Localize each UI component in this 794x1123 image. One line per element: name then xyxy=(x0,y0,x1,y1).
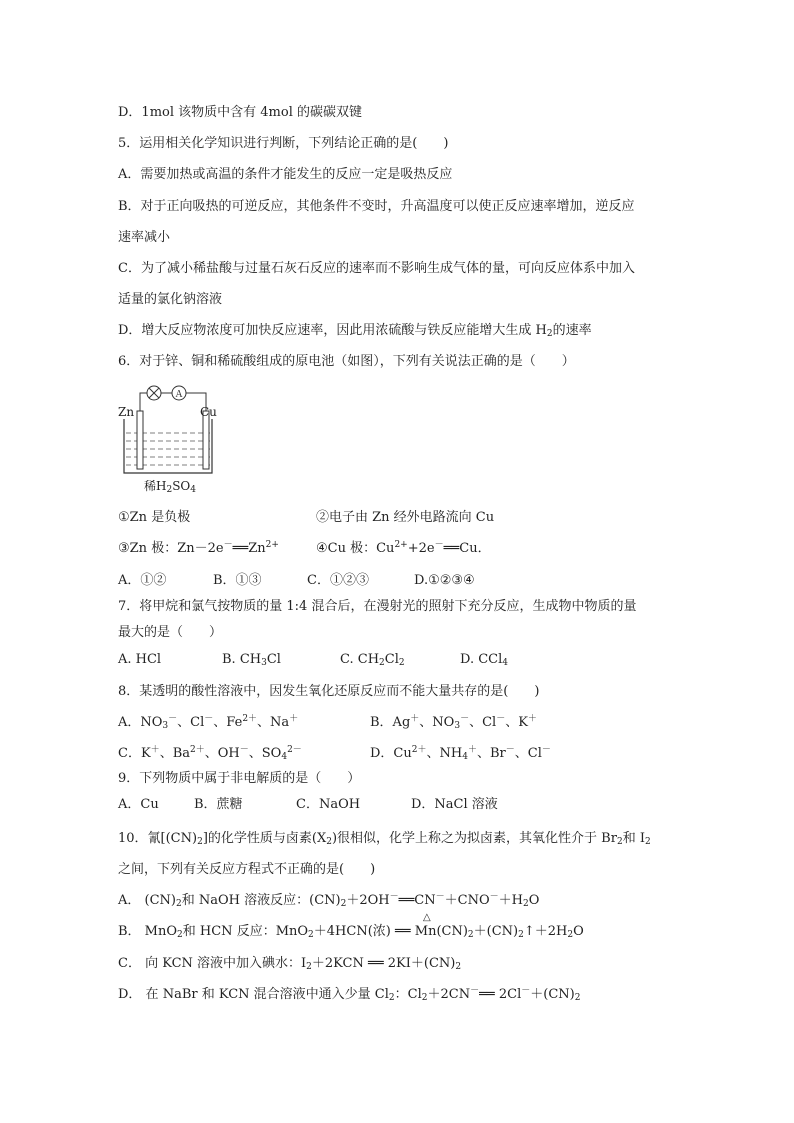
dilute-sulfuric-acid-label: 稀$H_2SO_4$ xyxy=(144,479,196,495)
q7-option-b: B. $CH_3Cl$ xyxy=(222,652,281,668)
zn-electrode xyxy=(137,411,143,469)
q8-option-c: C．K＋、$Ba^{2+}$、OH－、$SO_4^{2-}$ xyxy=(118,745,302,762)
q6-option-c: C．①②③ xyxy=(307,573,369,588)
q5-option-b-line1: B．对于正向吸热的可逆反应，其他条件不变时，升高温度可以使正反应速率增加，逆反应 xyxy=(118,199,635,214)
q9-option-d: D．NaCl 溶液 xyxy=(411,797,498,812)
cu-electrode xyxy=(203,411,209,469)
q6-stem: 6．对于锌、铜和稀硫酸组成的原电池（如图），下列有关说法正确的是（ ） xyxy=(118,354,575,369)
bulb-icon xyxy=(147,386,161,400)
q9-option-c: C．NaOH xyxy=(296,797,361,812)
q5-option-d: D．增大反应物浓度可加快反应速率，因此用浓硫酸与铁反应能增大生成 $H_2$的速率 xyxy=(118,323,592,339)
q6-statement-1: ①Zn 是负极 xyxy=(118,510,191,525)
q6-option-b: B．①③ xyxy=(213,573,262,588)
q10-option-b: B． MnO$_2$和 HCN 反应：MnO$_2$＋4HCN(浓) ══ $Mn(CN)_2+(CN)_2↑+2H_2O$ xyxy=(118,924,584,940)
q4-option-d: D．1mol 该物质中含有 4mol 的碳碳双键 xyxy=(118,105,362,120)
q5-stem: 5．运用相关化学知识进行判断，下列结论正确的是( ) xyxy=(118,136,449,151)
q9-stem: 9．下列物质中属于非电解质的是（ ） xyxy=(118,771,361,786)
q5-option-b-line2: 速率减小 xyxy=(118,230,171,245)
q9-option-a: A．Cu xyxy=(118,797,159,812)
q6-statement-2: ②电子由 Zn 经外电路流向 Cu xyxy=(316,510,495,525)
q6-statement-4: ④Cu 极：$Cu^{2+}+2e^-══Cu$． xyxy=(316,540,491,556)
q7-option-c: C. $CH_2Cl_2$ xyxy=(340,652,405,668)
galvanic-cell-diagram xyxy=(116,381,226,493)
q5-option-c-line2: 适量的氯化钠溶液 xyxy=(118,292,223,307)
q8-option-d: D．$Cu^{2+}$、$NH_4^+$、Br－、Cl－ xyxy=(370,745,551,762)
q10-stem-line1: 10．氰$[(CN)_2]$的化学性质与卤素$(X_2)$很相似，化学上称之为拟卤素，其氧化性介于 $Br_2$和 $I_2$ xyxy=(118,831,651,847)
q10-stem-line2: 之间，下列有关反应方程式不正确的是( ) xyxy=(118,862,376,877)
q7-stem-line1: 7．将甲烷和氯气按物质的量 1:4 混合后，在漫射光的照射下充分反应，生成物中物质的量 xyxy=(118,599,637,614)
cu-electrode-label: Cu xyxy=(200,405,217,419)
q6-statement-3: ③Zn 极：$Zn-2e^-══Zn^{2+}$ xyxy=(118,540,279,556)
q8-stem: 8．某透明的酸性溶液中，因发生氧化还原反应而不能大量共存的是( ) xyxy=(118,684,540,699)
zn-electrode-label: Zn xyxy=(118,405,135,419)
q6-option-d: D.①②③④ xyxy=(414,573,475,588)
q10-option-c: C． 向 KCN 溶液中加入碘水：$I_2+2KCN$ ══ $2KI+(CN)_2$ xyxy=(118,956,462,972)
q8-option-a: A．$NO_3^-$、Cl－、$Fe^{2+}$、Na＋ xyxy=(118,714,299,731)
q7-option-d: D. CCl$_4$ xyxy=(460,652,509,668)
ammeter-icon xyxy=(172,386,186,400)
q6-option-a: A．①② xyxy=(118,573,167,588)
galvanic-cell-figure xyxy=(116,381,226,493)
heating-delta-symbol: △ xyxy=(423,912,431,923)
q10-option-d: D． 在 NaBr 和 KCN 混合溶液中通入少量 $Cl_2$：$Cl_2+2CN^-══$ $2Cl^-+(CN)_2$ xyxy=(118,986,581,1003)
q5-option-c-line1: C．为了减小稀盐酸与过量石灰石反应的速率而不影响生成气体的量，可向反应体系中加入 xyxy=(118,261,635,276)
svg-text:A: A xyxy=(175,389,183,400)
q7-stem-line2: 最大的是（ ） xyxy=(118,625,223,640)
q5-option-a: A．需要加热或高温的条件才能发生的反应一定是吸热反应 xyxy=(118,167,453,182)
q9-option-b: B．蔗糖 xyxy=(194,797,243,812)
q10-option-a: A． $(CN)_2$和 NaOH 溶液反应：$(CN)_2+2OH^-══CN^-+CNO^-+H_2O$ xyxy=(118,892,540,909)
q7-option-a: A. HCl xyxy=(118,652,162,667)
q8-option-b: B．Ag＋、$NO_3^-$、Cl－、K＋ xyxy=(370,714,537,731)
